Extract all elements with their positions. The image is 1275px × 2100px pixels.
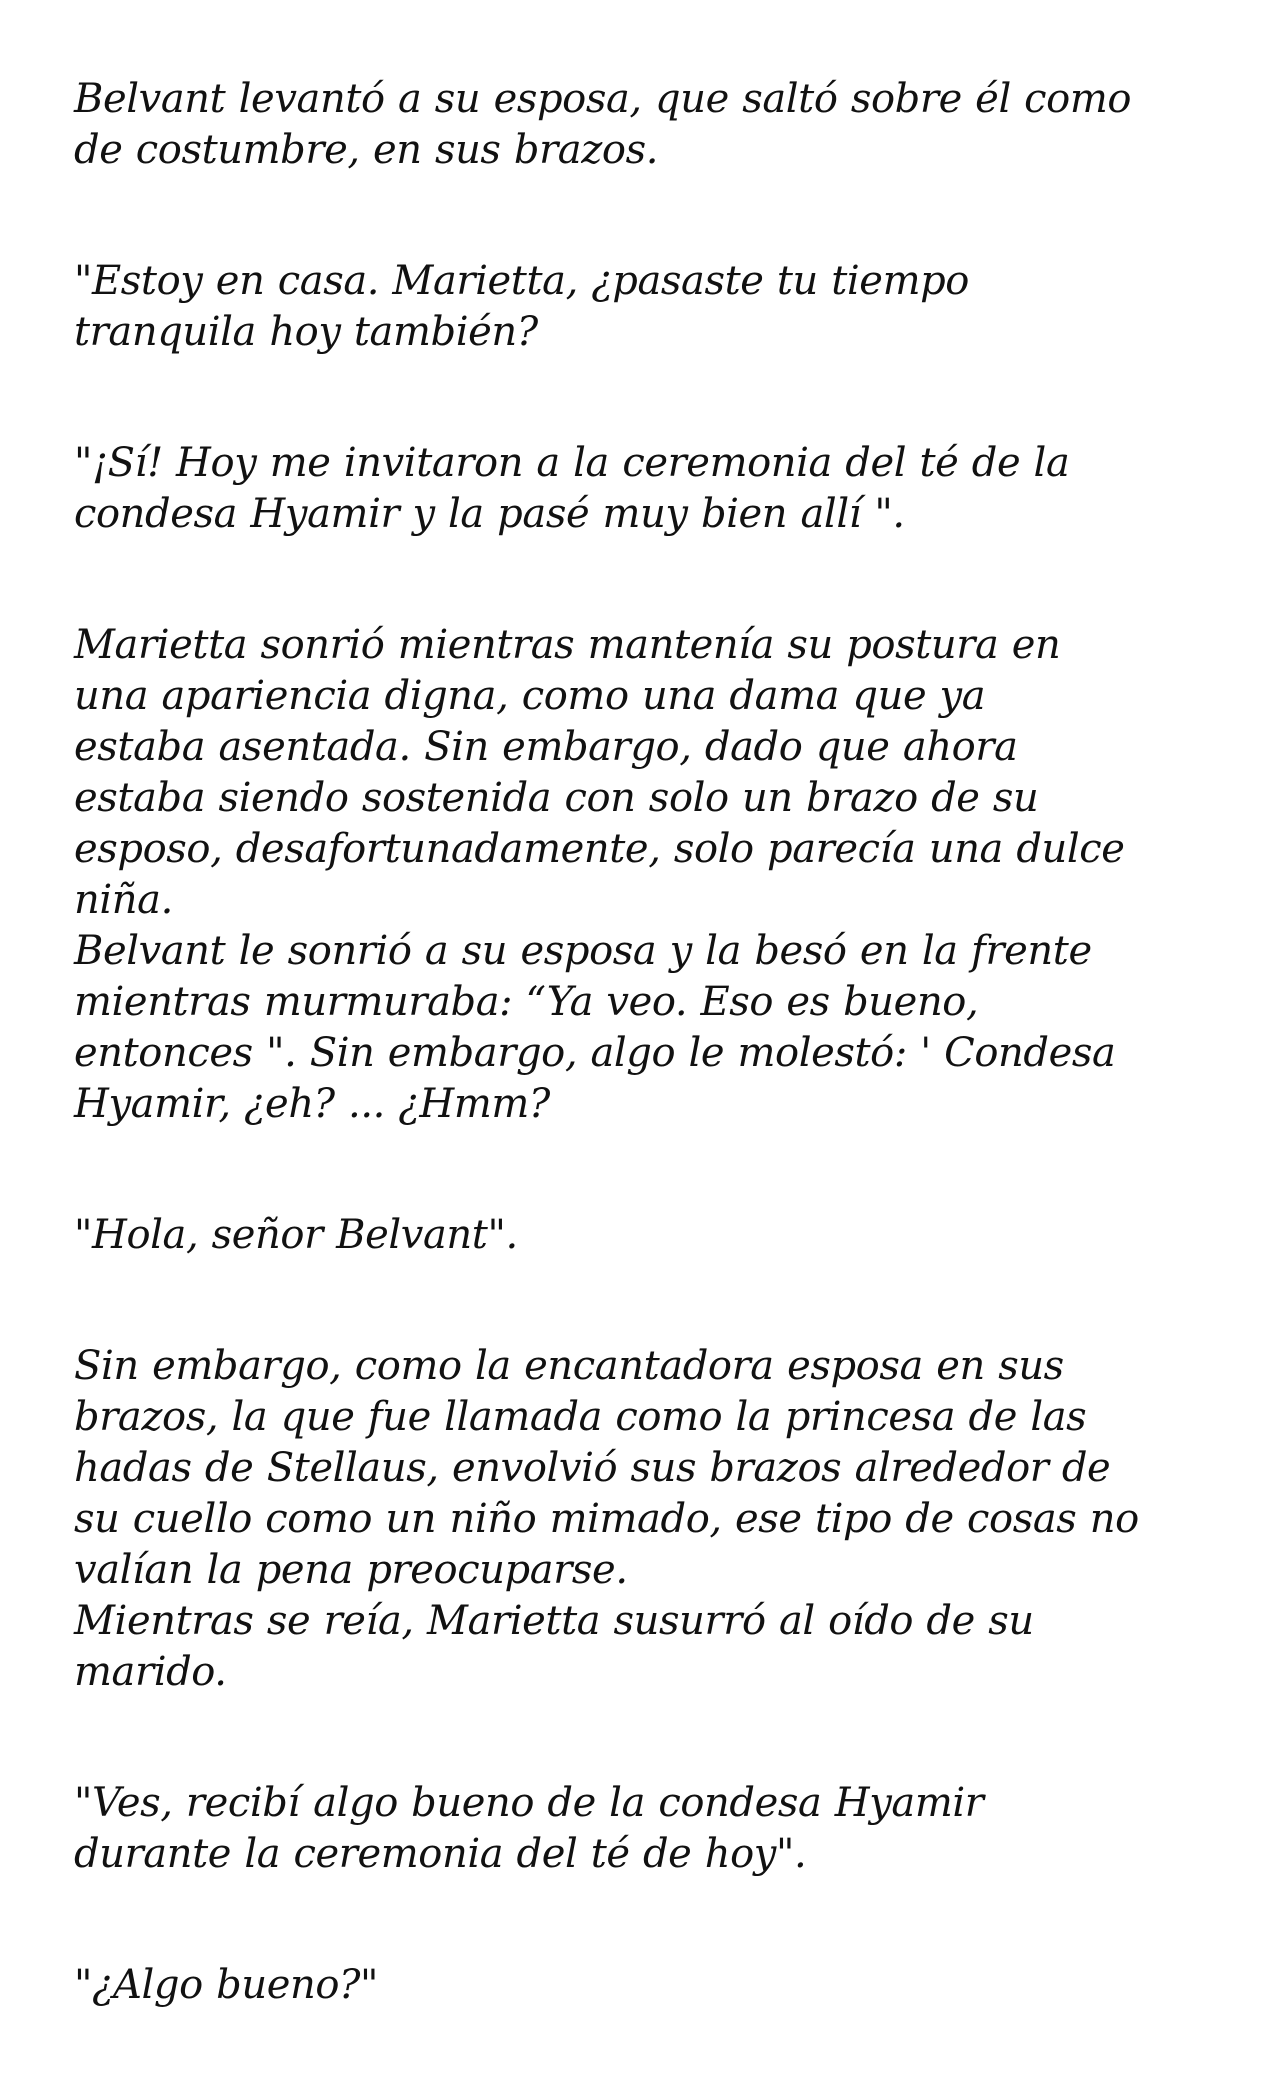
paragraph: "¿Algo bueno?" <box>74 1962 379 2008</box>
paragraph: "Estoy en casa. Marietta, ¿pasaste tu tiempo tranquila hoy también? <box>74 258 969 355</box>
paragraph: Mientras se reía, Marietta susurró al oído de su marido. <box>74 1598 1034 1695</box>
paragraph: Belvant le sonrió a su esposa y la besó en la frente mientras murmuraba: “Ya veo. Eso es bueno, entonces ". Sin embargo, algo le molestó: ' Condesa Hyamir, ¿eh? ... ¿Hmm? <box>74 928 1116 1127</box>
paragraph: "Hola, señor Belvant". <box>74 1212 518 1258</box>
paragraph: Marietta sonrió mientras mantenía su postura en una apariencia digna, como una dama que ya estaba asentada. Sin embargo, dado que ahora estaba siendo sostenida con solo un brazo de su esposo, desafortunadamente, solo parecía una dulce niña. <box>74 622 1125 923</box>
paragraph: Sin embargo, como la encantadora esposa en sus brazos, la que fue llamada como la princesa de las hadas de Stellaus, envolvió sus brazos alrededor de su cuello como un niño mimado, ese tipo de cosas no valían la pena preocuparse. <box>74 1343 1139 1593</box>
paragraph: "Ves, recibí algo bueno de la condesa Hyamir durante la ceremonia del té de hoy". <box>74 1780 984 1877</box>
document-body <box>74 74 1215 2011</box>
paragraph: Belvant levantó a su esposa, que saltó sobre él como de costumbre, en sus brazos. <box>74 76 1132 173</box>
paragraph: "¡Sí! Hoy me invitaron a la ceremonia del té de la condesa Hyamir y la pasé muy bien allí ". <box>74 440 1070 537</box>
